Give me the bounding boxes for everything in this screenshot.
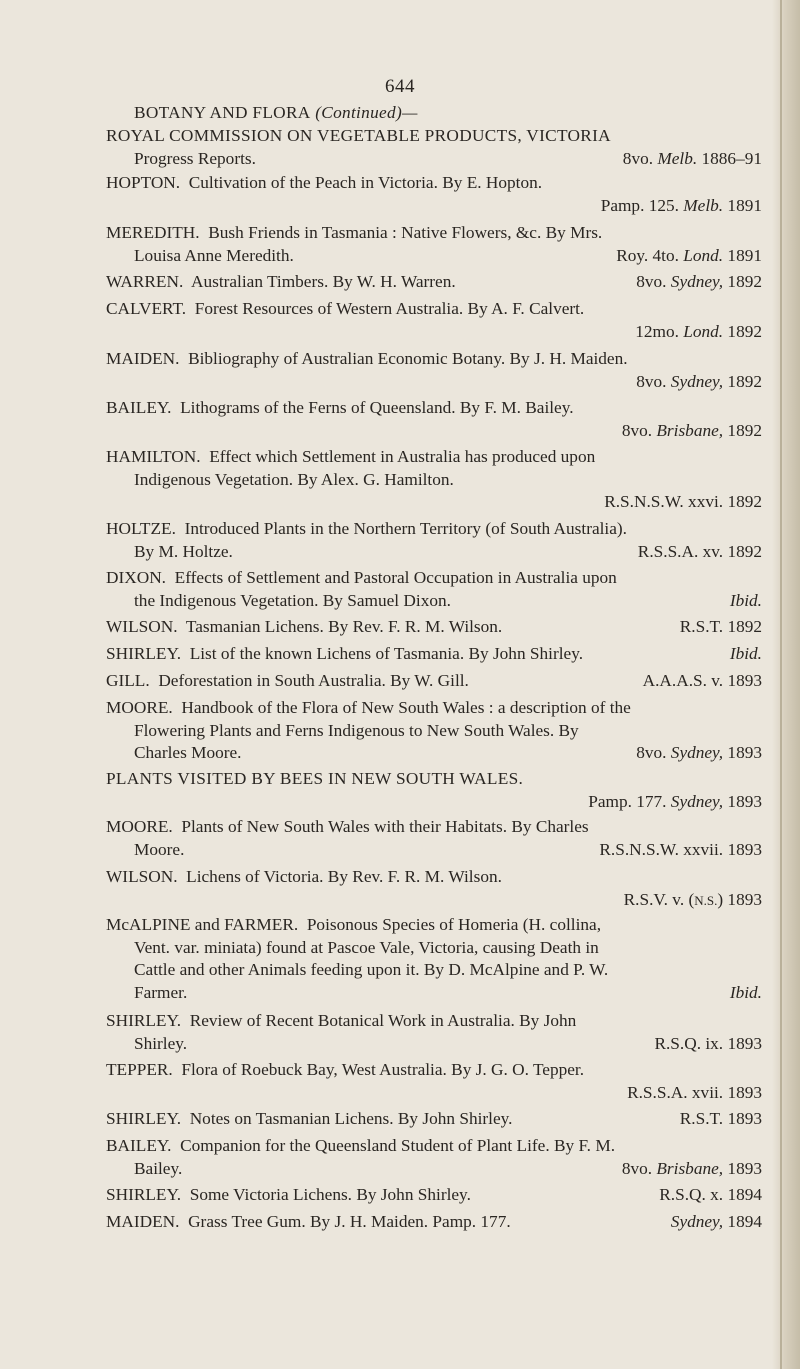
entry-text: Bailey. — [134, 1158, 183, 1178]
entry-text: Moore. — [134, 839, 185, 859]
publication-ref: Pamp. 125. Melb. 1891 — [600, 195, 762, 215]
entry-author: WILSON. — [106, 617, 178, 636]
bibliography-entry — [106, 298, 762, 343]
entry-text: Vent. var. miniata) found at Pascoe Vale, Victoria, causing Death in — [134, 937, 599, 957]
entry-author: HOPTON. — [106, 173, 181, 192]
entry-author: MOORE. — [106, 817, 173, 836]
bibliography-entry — [106, 866, 762, 912]
entry-author: MOORE. — [106, 698, 173, 717]
entry-author: SHIRLEY. — [106, 1011, 182, 1030]
entry-author: SHIRLEY. — [106, 1109, 182, 1128]
entry-author: WARREN. — [106, 272, 184, 291]
entry-text: Review of Recent Botanical Work in Australia. By John — [189, 1011, 577, 1030]
entry-text: Louisa Anne Meredith. — [134, 245, 294, 265]
entry-author: TEPPER. — [106, 1060, 173, 1079]
publication-ref: R.S.Q. ix. 1893 — [654, 1033, 762, 1053]
bibliography-entry — [106, 1211, 762, 1234]
entry-text: Cattle and other Animals feeding upon it. By D. McAlpine and P. W. — [134, 960, 609, 979]
entry-author: SHIRLEY. — [106, 644, 182, 663]
publication-ref: Ibid. — [729, 982, 762, 1002]
entry-author: SHIRLEY. — [106, 1185, 182, 1204]
entry-text: Plants of New South Wales with their Habitats. By Charles — [181, 817, 589, 836]
entry-text: Poisonous Species of Homeria (H. collina, — [306, 915, 602, 934]
entry-author: MEREDITH. — [106, 223, 200, 242]
entry-author: DIXON. — [106, 568, 166, 587]
section-title: BOTANY AND FLORA — [134, 103, 311, 122]
bibliography-entry — [106, 643, 762, 666]
section-continued: (Continued)— — [315, 103, 418, 122]
entry-text: Flowering Plants and Ferns Indigenous to New South Wales. By — [134, 720, 579, 740]
entry-text: Bush Friends in Tasmania : Native Flowers, &c. By Mrs. — [208, 223, 603, 242]
entry-text: Grass Tree Gum. By J. H. Maiden. Pamp. 177. — [188, 1212, 511, 1231]
bibliography-entry — [106, 1184, 762, 1207]
publication-ref: R.S.S.A. xv. 1892 — [637, 541, 762, 561]
bibliography-entry — [106, 1010, 762, 1055]
entry-author: McALPINE and FARMER. — [106, 915, 299, 934]
entry-text: Lichens of Victoria. By Rev. F. R. M. Wilson. — [186, 867, 502, 886]
publication-ref: Ibid. — [729, 644, 762, 663]
entry-author: BAILEY. — [106, 398, 172, 417]
entry-author: MAIDEN. — [106, 1212, 180, 1231]
entry-author: GILL. — [106, 671, 150, 690]
publication-ref: 8vo. Brisbane, 1892 — [621, 420, 762, 440]
entry-text: Progress Reports. — [134, 148, 256, 168]
entry-text: List of the known Lichens of Tasmania. By John Shirley. — [189, 644, 584, 663]
publication-ref: 12mo. Lond. 1892 — [635, 321, 762, 341]
entry-text: Deforestation in South Australia. By W. Gill. — [158, 671, 469, 690]
entry-text: Introduced Plants in the Northern Territory (of South Australia). — [184, 519, 627, 538]
entry-author: HAMILTON. — [106, 447, 201, 466]
bibliography-entry — [106, 567, 762, 612]
publication-ref: R.S.Q. x. 1894 — [659, 1185, 762, 1204]
entry-author: HOLTZE. — [106, 519, 176, 538]
bibliography-entry — [106, 1108, 762, 1131]
bibliography-entry — [106, 518, 762, 563]
publication-ref: Ibid. — [729, 590, 762, 610]
bibliography-entry — [106, 697, 762, 765]
bibliography-entry — [106, 816, 762, 861]
entry-text: Forest Resources of Western Australia. By A. F. Calvert. — [194, 299, 585, 318]
bibliography-entry — [106, 1135, 762, 1180]
publication-ref: 8vo. Sydney, 1893 — [636, 743, 762, 762]
publication-ref: A.A.A.S. v. 1893 — [642, 671, 762, 690]
entry-text: Farmer. — [134, 982, 188, 1002]
section-heading — [106, 102, 762, 125]
entry-text: Notes on Tasmanian Lichens. By John Shirley. — [189, 1109, 513, 1128]
entry-text: Bibliography of Australian Economic Botany. By J. H. Maiden. — [188, 349, 628, 368]
entry-text: Flora of Roebuck Bay, West Australia. By J. G. O. Tepper. — [181, 1060, 585, 1079]
bibliography-entry — [106, 271, 762, 294]
bibliography-entry — [106, 125, 762, 170]
entry-text: By M. Holtze. — [134, 541, 233, 561]
publication-ref: R.S.N.S.W. xxvi. 1892 — [604, 492, 762, 511]
entry-text: Cultivation of the Peach in Victoria. By E. Hopton. — [188, 173, 543, 192]
bibliography-entry — [106, 616, 762, 639]
entry-heading: PLANTS VISITED BY BEES IN NEW SOUTH WALES. — [106, 769, 524, 788]
entry-author: MAIDEN. — [106, 349, 180, 368]
publication-ref: R.S.T. 1892 — [679, 617, 762, 636]
publication-ref: 8vo. Brisbane, 1893 — [621, 1158, 762, 1178]
bibliography-entry — [106, 222, 762, 267]
entry-text: Tasmanian Lichens. By Rev. F. R. M. Wilson. — [185, 617, 503, 636]
publication-ref: 8vo. Sydney, 1892 — [636, 272, 762, 291]
entry-text: Handbook of the Flora of New South Wales : a description of the — [181, 698, 631, 717]
entry-text: Australian Timbers. By W. H. Warren. — [190, 272, 456, 291]
bibliography-entry — [106, 914, 762, 1004]
publication-ref: Pamp. 177. Sydney, 1893 — [588, 791, 762, 811]
entry-text: Indigenous Vegetation. By Alex. G. Hamilton. — [134, 469, 454, 489]
publication-ref: R.S.S.A. xvii. 1893 — [627, 1082, 762, 1102]
entry-author: CALVERT. — [106, 299, 187, 318]
entry-text: Effects of Settlement and Pastoral Occupation in Australia upon — [174, 568, 617, 587]
bibliography-entry — [106, 670, 762, 693]
page-gutter-line — [780, 0, 782, 1369]
publication-ref: R.S.N.S.W. xxvii. 1893 — [599, 839, 762, 859]
publication-ref: Sydney, 1894 — [670, 1212, 762, 1231]
page-number: 644 — [385, 76, 415, 97]
publication-ref: R.S.T. 1893 — [679, 1109, 762, 1128]
bibliography-entry — [106, 768, 762, 813]
entry-heading: ROYAL COMMISSION ON VEGETABLE PRODUCTS, VICTORIA — [106, 126, 611, 145]
publication-ref: Roy. 4to. Lond. 1891 — [616, 245, 762, 265]
entry-text: Some Victoria Lichens. By John Shirley. — [189, 1185, 471, 1204]
entry-text: Shirley. — [134, 1033, 188, 1053]
bibliography-entry — [106, 348, 762, 393]
publication-ref: R.S.V. v. (N.S.) 1893 — [623, 889, 762, 909]
bibliography-entry — [106, 172, 762, 217]
bibliography-entry — [106, 1059, 762, 1104]
bibliography-entry — [106, 397, 762, 442]
entry-text: Companion for the Queensland Student of Plant Life. By F. M. — [180, 1136, 616, 1155]
entry-text: Lithograms of the Ferns of Queensland. By F. M. Bailey. — [180, 398, 574, 417]
entry-text: Charles Moore. — [134, 743, 242, 762]
entry-author: BAILEY. — [106, 1136, 172, 1155]
entry-author: WILSON. — [106, 867, 178, 886]
bibliography-entry — [106, 446, 762, 514]
page-edge-shadow — [772, 0, 800, 1369]
publication-ref: 8vo. Melb. 1886–91 — [622, 148, 762, 168]
publication-ref: 8vo. Sydney, 1892 — [636, 371, 762, 391]
entry-text: Effect which Settlement in Australia has produced upon — [209, 447, 596, 466]
entry-text: the Indigenous Vegetation. By Samuel Dixon. — [134, 590, 451, 610]
